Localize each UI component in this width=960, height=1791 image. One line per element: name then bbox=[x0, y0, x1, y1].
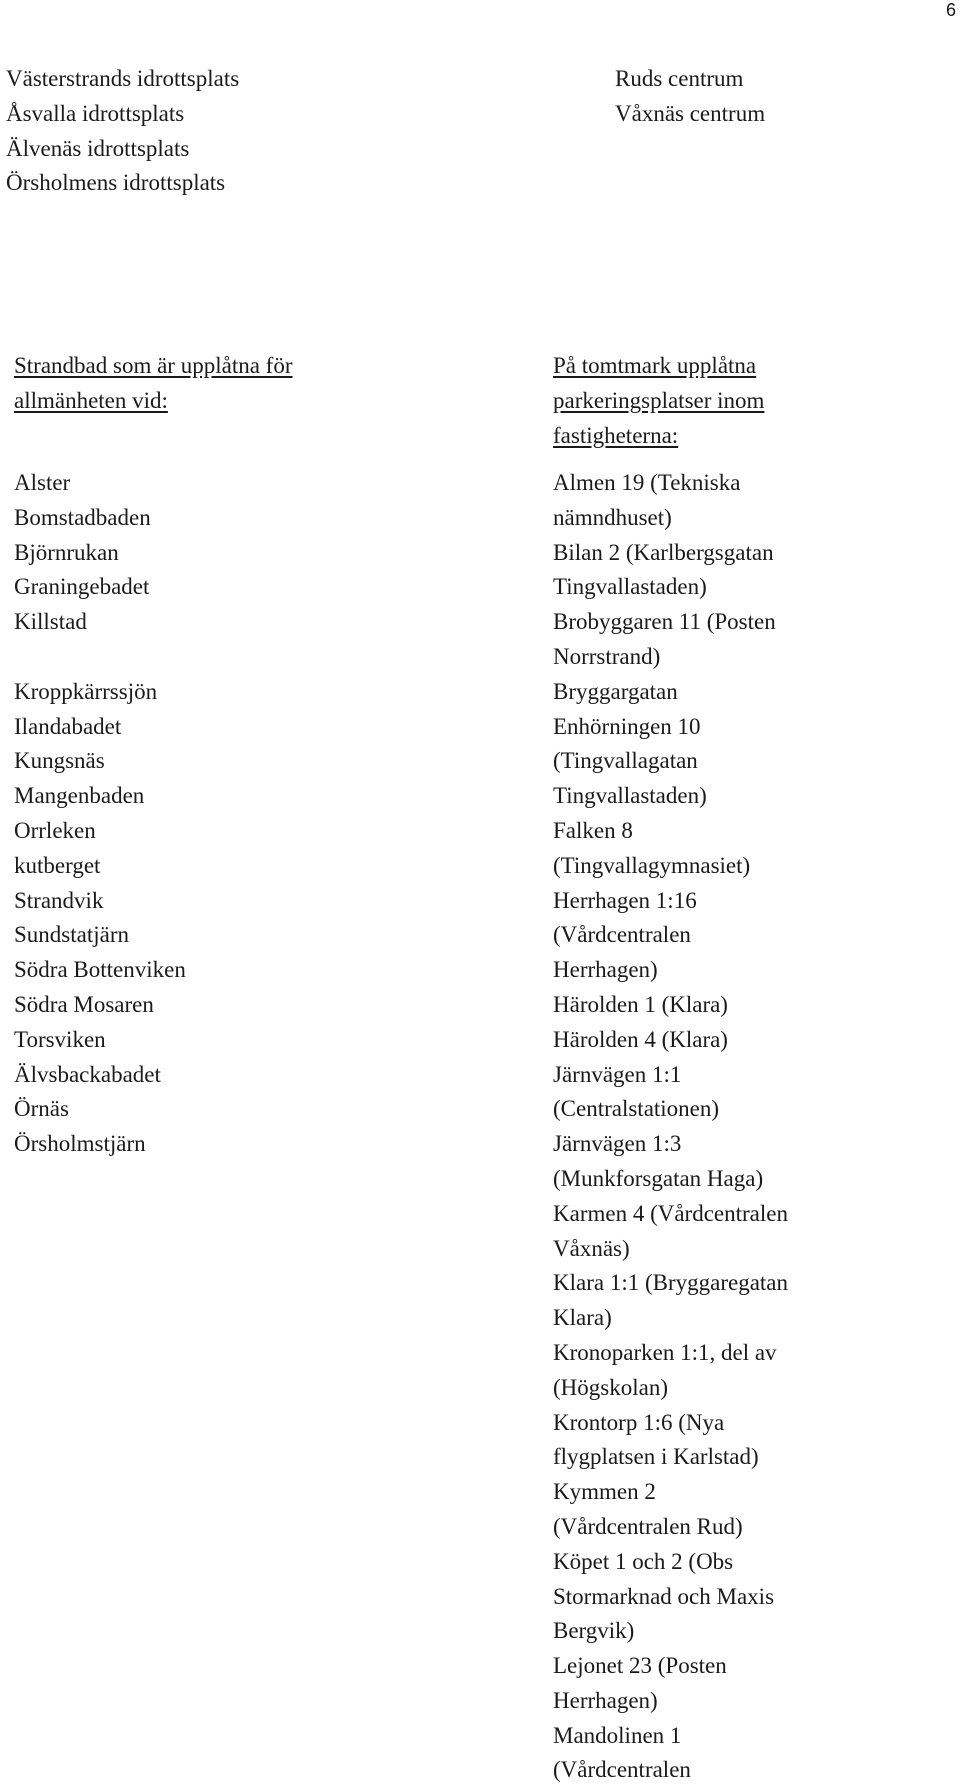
heading-line: allmänheten vid: bbox=[14, 387, 168, 413]
parkering-list bbox=[553, 466, 788, 1788]
strandbad-item: Björnrukan bbox=[14, 539, 119, 565]
strandbad-item: Ilandabadet bbox=[14, 713, 122, 739]
parkering-line: Norrstrand) bbox=[553, 643, 661, 669]
parkering-line: flygplatsen i Karlstad) bbox=[553, 1444, 759, 1470]
strandbad-item: Mangenbaden bbox=[14, 783, 145, 809]
parkering-line: Falken 8 bbox=[553, 817, 633, 843]
strandbad-item: Södra Bottenviken bbox=[14, 957, 186, 983]
top-left-venue-list bbox=[6, 62, 239, 201]
parkering-line: (Tingvallagatan bbox=[553, 748, 698, 774]
strandbad-item: Torsviken bbox=[14, 1026, 106, 1052]
strandbad-item: Alster bbox=[14, 470, 71, 495]
parkering-line: (Centralstationen) bbox=[553, 1096, 720, 1122]
strandbad-item: Orrleken bbox=[14, 817, 96, 843]
parkering-line: Bergvik) bbox=[553, 1618, 635, 1644]
parkering-line: (Tingvallagymnasiet) bbox=[553, 852, 751, 878]
parkering-line: Härolden 1 (Klara) bbox=[553, 991, 728, 1017]
parkering-line: Brobyggaren 11 (Posten bbox=[553, 609, 776, 635]
parkering-line: Härolden 4 (Klara) bbox=[553, 1026, 728, 1052]
parkering-heading bbox=[553, 349, 764, 453]
page-number: 6 bbox=[945, 0, 956, 20]
parkering-line: Herrhagen) bbox=[553, 1687, 658, 1713]
parkering-line: Tingvallastaden) bbox=[553, 783, 707, 809]
parkering-line: (Högskolan) bbox=[553, 1374, 668, 1400]
parkering-line: Järnvägen 1:3 bbox=[553, 1131, 682, 1157]
top-right-venue-list bbox=[615, 62, 765, 132]
parkering-line: Almen 19 (Tekniska bbox=[553, 470, 741, 495]
strandbad-item: Kroppkärrssjön bbox=[14, 678, 158, 704]
strandbad-item: Örnäs bbox=[14, 1096, 69, 1122]
strandbad-item: Kungsnäs bbox=[14, 748, 105, 774]
strandbad-item: Bomstadbaden bbox=[14, 504, 151, 530]
strandbad-item: Strandvik bbox=[14, 887, 104, 913]
parkering-line: Tingvallastaden) bbox=[553, 574, 707, 600]
parkering-line: Bilan 2 (Karlbergsgatan bbox=[553, 539, 774, 565]
parkering-line: Köpet 1 och 2 (Obs bbox=[553, 1548, 734, 1574]
strandbad-item bbox=[14, 640, 186, 675]
parkering-line: Lejonet 23 (Posten bbox=[553, 1653, 727, 1679]
list-item: Västerstrands idrottsplats bbox=[6, 66, 240, 91]
strandbad-item: Södra Mosaren bbox=[14, 991, 154, 1017]
list-item: Älvenäs idrottsplats bbox=[6, 135, 190, 161]
list-item: Ruds centrum bbox=[615, 66, 744, 91]
parkering-line: Klara) bbox=[553, 1305, 612, 1331]
parkering-line: Krontorp 1:6 (Nya bbox=[553, 1409, 725, 1435]
strandbad-item: Killstad bbox=[14, 609, 87, 635]
strandbad-heading bbox=[14, 349, 292, 419]
parkering-line: Våxnäs) bbox=[553, 1235, 630, 1261]
list-item: Åsvalla idrottsplats bbox=[6, 100, 185, 126]
parkering-line: (Munkforsgatan Haga) bbox=[553, 1165, 764, 1191]
parkering-line: Stormarknad och Maxis bbox=[553, 1583, 775, 1609]
strandbad-item: Sundstatjärn bbox=[14, 922, 129, 948]
parkering-line: Bryggargatan bbox=[553, 678, 678, 704]
heading-line: På tomtmark upplåtna bbox=[553, 353, 757, 378]
heading-line: parkeringsplatser inom bbox=[553, 387, 765, 413]
strandbad-item: Örsholmstjärn bbox=[14, 1131, 146, 1157]
parkering-line: Kymmen 2 bbox=[553, 1479, 656, 1505]
parkering-line: (Vårdcentralen bbox=[553, 1757, 691, 1783]
heading-line: Strandbad som är upplåtna för bbox=[14, 353, 293, 378]
strandbad-item: Graningebadet bbox=[14, 574, 150, 600]
strandbad-item: Älvsbackabadet bbox=[14, 1061, 161, 1087]
list-item: Våxnäs centrum bbox=[615, 100, 766, 126]
parkering-line: Klara 1:1 (Bryggaregatan bbox=[553, 1270, 789, 1296]
parkering-line: (Vårdcentralen Rud) bbox=[553, 1513, 743, 1539]
strandbad-item: kutberget bbox=[14, 852, 101, 878]
parkering-line: Herrhagen) bbox=[553, 957, 658, 983]
parkering-line: Enhörningen 10 bbox=[553, 713, 701, 739]
parkering-line: Kronoparken 1:1, del av bbox=[553, 1339, 777, 1365]
parkering-line: (Vårdcentralen bbox=[553, 922, 691, 948]
parkering-line: nämndhuset) bbox=[553, 504, 672, 530]
parkering-line: Herrhagen 1:16 bbox=[553, 887, 697, 913]
strandbad-list bbox=[14, 466, 186, 1162]
list-item: Örsholmens idrottsplats bbox=[6, 170, 226, 196]
parkering-line: Karmen 4 (Vårdcentralen bbox=[553, 1200, 788, 1226]
parkering-line: Järnvägen 1:1 bbox=[553, 1061, 682, 1087]
heading-line: fastigheterna: bbox=[553, 422, 679, 448]
parkering-line: Mandolinen 1 bbox=[553, 1722, 682, 1748]
